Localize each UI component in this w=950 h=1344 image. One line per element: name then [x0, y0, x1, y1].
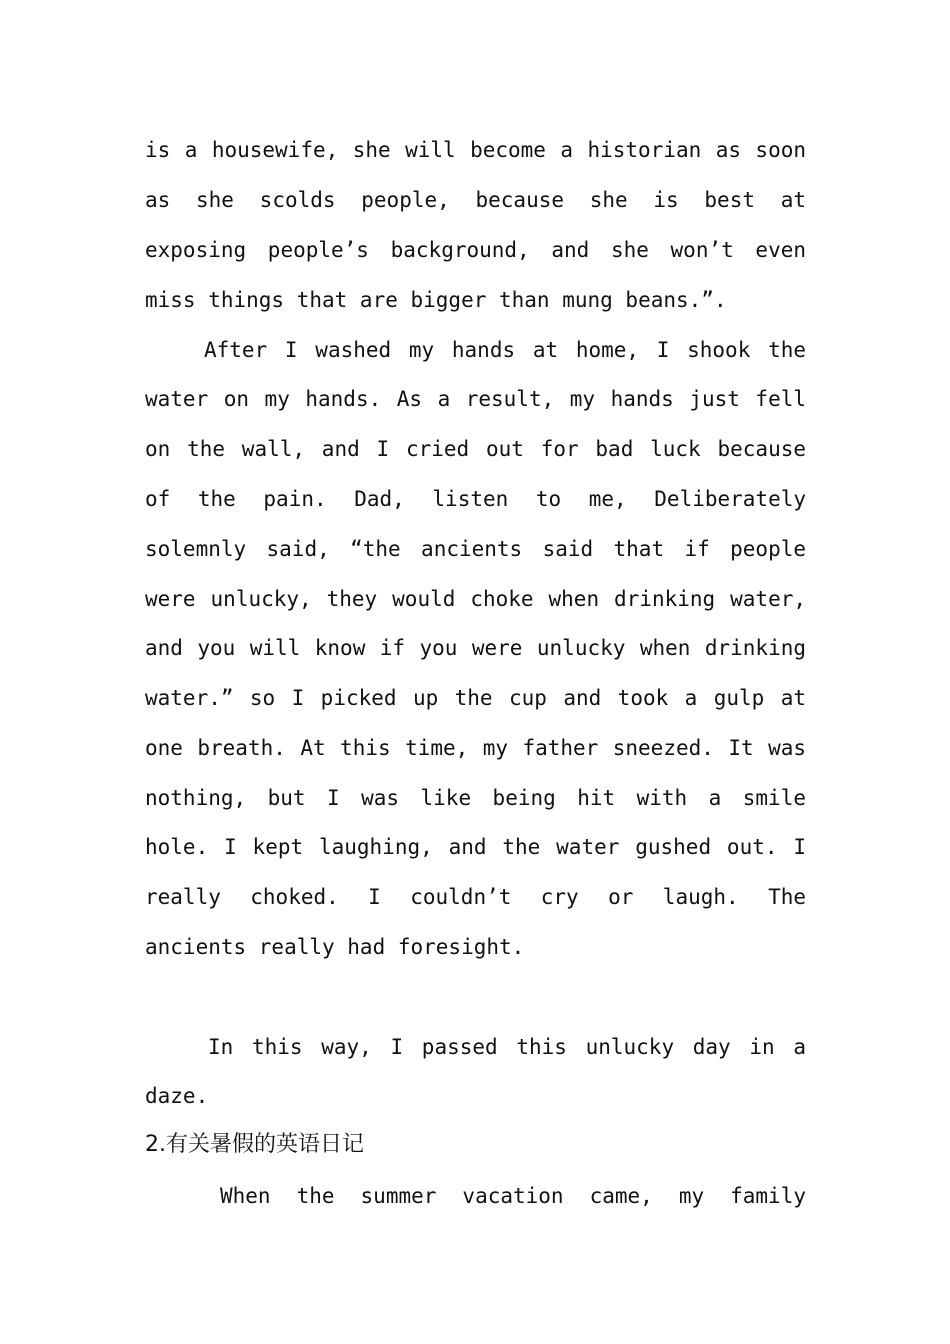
paragraph-line: When the summer vacation came, my family — [220, 1184, 806, 1208]
paragraph-line: is a housewife, she will become a historian as soon — [145, 138, 806, 162]
paragraph-line: In this way, I passed this unlucky day in a — [208, 1035, 806, 1059]
paragraph-line: After I washed my hands at home, I shook the — [204, 338, 806, 362]
paragraph-line: one breath. At this time, my father sneezed. It was — [145, 736, 806, 760]
paragraph-line: ancients really had foresight. — [145, 935, 525, 959]
paragraph-line: exposing people’s background, and she won’t even — [145, 238, 806, 262]
paragraph-line: of the pain. Dad, listen to me, Deliberately — [145, 487, 806, 511]
paragraph-line: really choked. I couldn’t cry or laugh. The — [145, 885, 806, 909]
paragraph-line: miss things that are bigger than mung beans.”. — [145, 288, 727, 312]
paragraph-line: water on my hands. As a result, my hands just fell — [145, 387, 806, 411]
paragraph-line: daze. — [145, 1084, 209, 1108]
paragraph-line: on the wall, and I cried out for bad luck because — [145, 437, 806, 461]
section-heading: 2.有关暑假的英语日记 — [145, 1132, 364, 1157]
paragraph-line: and you will know if you were unlucky when drinking — [145, 636, 806, 660]
paragraph-line: water.” so I picked up the cup and took a gulp at — [145, 686, 806, 710]
paragraph-line: solemnly said, “the ancients said that if people — [145, 537, 806, 561]
paragraph-line: nothing, but I was like being hit with a smile — [145, 786, 806, 810]
paragraph-line: were unlucky, they would choke when drinking water, — [145, 587, 806, 611]
paragraph-line: as she scolds people, because she is best at — [145, 188, 806, 212]
paragraph-line: hole. I kept laughing, and the water gushed out. I — [145, 835, 806, 859]
